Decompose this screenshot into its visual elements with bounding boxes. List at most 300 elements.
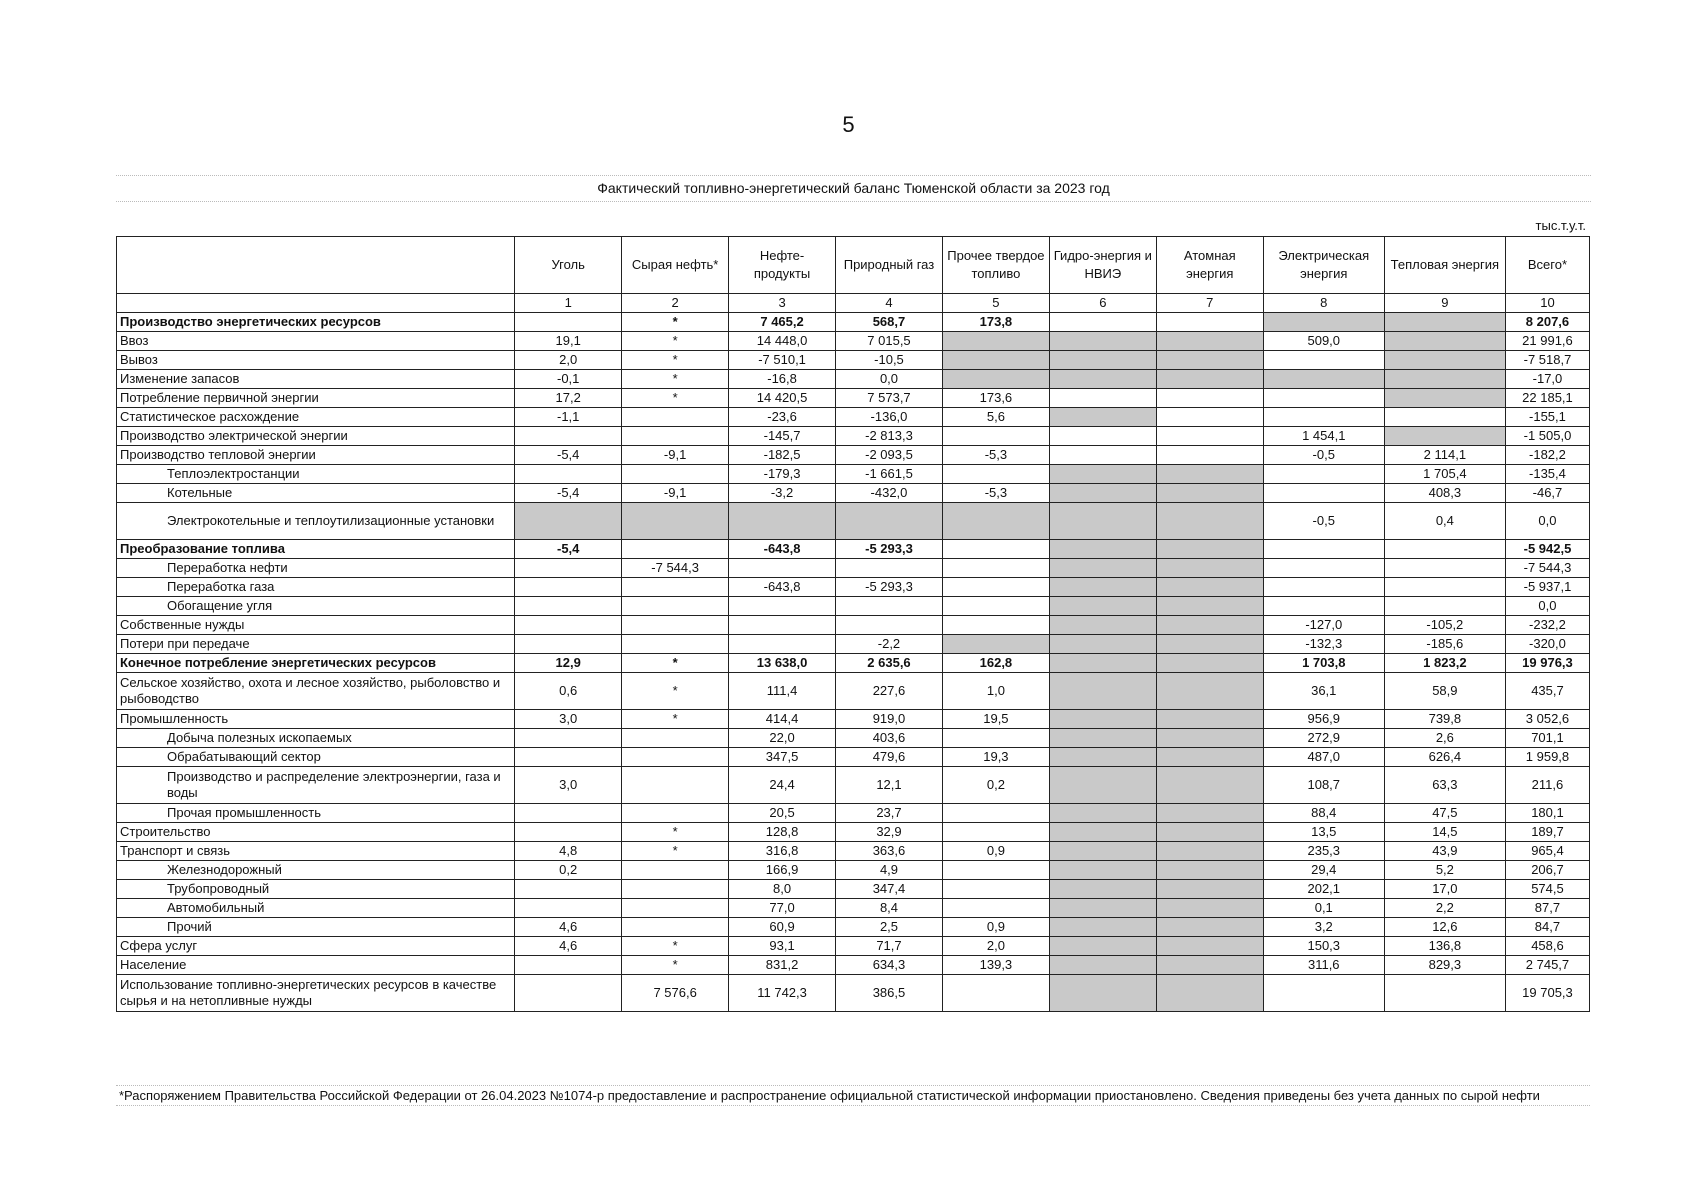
value-cell: 7 576,6 [622,975,729,1012]
table-row [117,351,1590,370]
value-cell: -0,5 [1263,503,1384,540]
value-cell [1384,370,1505,389]
row-label: Прочая промышленность [117,804,515,823]
value-cell: 1 705,4 [1384,465,1505,484]
value-cell: 0,2 [942,767,1049,804]
value-cell: 162,8 [942,654,1049,673]
value-cell: 22 185,1 [1505,389,1589,408]
row-label: Строительство [117,823,515,842]
value-cell: 5,6 [942,408,1049,427]
value-cell: -145,7 [729,427,836,446]
value-cell [1384,313,1505,332]
value-cell: 19,3 [942,748,1049,767]
row-label: Переработка газа [117,578,515,597]
value-cell [1156,937,1263,956]
value-cell [942,635,1049,654]
column-number-cell: 9 [1384,294,1505,313]
value-cell [515,899,622,918]
value-cell: 316,8 [729,842,836,861]
value-cell [942,861,1049,880]
value-cell [1156,578,1263,597]
value-cell: 47,5 [1384,804,1505,823]
value-cell [1156,446,1263,465]
table-row [117,332,1590,351]
value-cell [622,767,729,804]
value-cell: 0,0 [1505,503,1589,540]
value-cell: * [622,937,729,956]
value-cell: -7 518,7 [1505,351,1589,370]
table-row [117,427,1590,446]
value-cell: 136,8 [1384,937,1505,956]
column-number-cell: 4 [836,294,943,313]
value-cell [1156,767,1263,804]
value-cell [942,597,1049,616]
value-cell: -132,3 [1263,635,1384,654]
value-cell [836,503,943,540]
header-cell: Сырая нефть* [622,237,729,294]
table-row [117,861,1590,880]
value-cell: -9,1 [622,446,729,465]
value-cell [1049,861,1156,880]
value-cell: 3,0 [515,767,622,804]
column-numbers-row [117,294,1590,313]
value-cell [1156,975,1263,1012]
table-row [117,767,1590,804]
value-cell [1384,389,1505,408]
value-cell [1049,748,1156,767]
value-cell: 1 959,8 [1505,748,1589,767]
value-cell [622,880,729,899]
value-cell [942,975,1049,1012]
value-cell: 173,6 [942,389,1049,408]
value-cell [942,332,1049,351]
value-cell [942,503,1049,540]
column-number-cell: 2 [622,294,729,313]
value-cell: 8 207,6 [1505,313,1589,332]
value-cell: 13 638,0 [729,654,836,673]
value-cell: * [622,313,729,332]
value-cell [515,635,622,654]
value-cell: 701,1 [1505,729,1589,748]
units-label: тыс.т.у.т. [1535,218,1586,233]
table-row [117,484,1590,503]
value-cell [836,616,943,635]
value-cell: 84,7 [1505,918,1589,937]
value-cell [1156,465,1263,484]
value-cell: -0,5 [1263,446,1384,465]
value-cell: 347,5 [729,748,836,767]
value-cell: 150,3 [1263,937,1384,956]
row-label: Изменение запасов [117,370,515,389]
value-cell: -1 505,0 [1505,427,1589,446]
value-cell: 19 705,3 [1505,975,1589,1012]
row-label: Обрабатывающий сектор [117,748,515,767]
value-cell: 509,0 [1263,332,1384,351]
footnote: *Распоряжением Правительства Российской Федерации от 26.04.2023 №1074-р предоставление и распространение официальной статистической информации приостановлено. Сведения приведены без учета данных по сырой нефти [116,1085,1590,1106]
header-cell: Природный газ [836,237,943,294]
value-cell [942,823,1049,842]
value-cell [1049,710,1156,729]
table-row [117,975,1590,1012]
value-cell: -2 813,3 [836,427,943,446]
value-cell [1049,975,1156,1012]
row-label: Собственные нужды [117,616,515,635]
row-label: Вывоз [117,351,515,370]
value-cell: 14 420,5 [729,389,836,408]
value-cell [1156,408,1263,427]
header-cell: Нефте-продукты [729,237,836,294]
value-cell: 13,5 [1263,823,1384,842]
value-cell: 739,8 [1384,710,1505,729]
value-cell [942,540,1049,559]
value-cell [1263,389,1384,408]
value-cell: -135,4 [1505,465,1589,484]
row-label: Теплоэлектростанции [117,465,515,484]
value-cell [1049,370,1156,389]
value-cell: 2 745,7 [1505,956,1589,975]
value-cell: 311,6 [1263,956,1384,975]
value-cell [1049,578,1156,597]
value-cell: -5,4 [515,484,622,503]
column-number-cell: 7 [1156,294,1263,313]
value-cell [942,351,1049,370]
value-cell: * [622,842,729,861]
value-cell: 12,9 [515,654,622,673]
value-cell [515,975,622,1012]
table-row [117,899,1590,918]
value-cell: 23,7 [836,804,943,823]
value-cell [1049,503,1156,540]
value-cell [1049,937,1156,956]
value-cell [1049,313,1156,332]
value-cell: -5,4 [515,540,622,559]
table-row [117,729,1590,748]
value-cell: 14,5 [1384,823,1505,842]
value-cell: 0,0 [836,370,943,389]
value-cell: -643,8 [729,578,836,597]
column-headers-row [117,237,1590,294]
column-number-cell: 5 [942,294,1049,313]
value-cell: -5 942,5 [1505,540,1589,559]
value-cell: 71,7 [836,937,943,956]
value-cell [942,427,1049,446]
value-cell [1156,673,1263,710]
value-cell: -127,0 [1263,616,1384,635]
value-cell [1156,710,1263,729]
row-label: Транспорт и связь [117,842,515,861]
value-cell: -155,1 [1505,408,1589,427]
value-cell [729,597,836,616]
value-cell: 20,5 [729,804,836,823]
value-cell: 2,2 [1384,899,1505,918]
value-cell: 77,0 [729,899,836,918]
value-cell [1384,975,1505,1012]
table-row [117,635,1590,654]
value-cell: -179,3 [729,465,836,484]
value-cell: 414,4 [729,710,836,729]
value-cell [1049,804,1156,823]
value-cell [1263,484,1384,503]
value-cell [942,804,1049,823]
value-cell [1049,842,1156,861]
value-cell [1049,729,1156,748]
value-cell: 0,0 [1505,597,1589,616]
value-cell: * [622,389,729,408]
value-cell [622,748,729,767]
page-number: 5 [842,112,855,137]
value-cell [515,880,622,899]
value-cell [1156,956,1263,975]
value-cell: 363,6 [836,842,943,861]
value-cell [1384,597,1505,616]
value-cell: 3 052,6 [1505,710,1589,729]
value-cell: * [622,332,729,351]
table-row [117,597,1590,616]
value-cell [515,559,622,578]
row-label: Использование топливно-энергетических ресурсов в качестве сырья и на нетопливные нужды [117,975,515,1012]
value-cell [1156,654,1263,673]
table-row [117,446,1590,465]
value-cell [622,503,729,540]
value-cell: -9,1 [622,484,729,503]
value-cell: 17,0 [1384,880,1505,899]
value-cell: 386,5 [836,975,943,1012]
table-row [117,389,1590,408]
value-cell [942,559,1049,578]
value-cell: 1 454,1 [1263,427,1384,446]
value-cell [1049,540,1156,559]
value-cell: -3,2 [729,484,836,503]
value-cell [1263,559,1384,578]
value-cell [1263,465,1384,484]
value-cell: -7 510,1 [729,351,836,370]
row-label: Обогащение угля [117,597,515,616]
value-cell [729,635,836,654]
value-cell: -432,0 [836,484,943,503]
value-cell: 166,9 [729,861,836,880]
table-row [117,918,1590,937]
table-row [117,804,1590,823]
value-cell: 919,0 [836,710,943,729]
value-cell [1156,370,1263,389]
value-cell [1384,540,1505,559]
value-cell [622,861,729,880]
value-cell: 1,0 [942,673,1049,710]
value-cell: * [622,370,729,389]
value-cell: 60,9 [729,918,836,937]
row-label: Прочий [117,918,515,937]
value-cell: 93,1 [729,937,836,956]
value-cell: 2,0 [942,937,1049,956]
table-row [117,654,1590,673]
value-cell: 173,8 [942,313,1049,332]
value-cell: -105,2 [1384,616,1505,635]
value-cell [1156,484,1263,503]
value-cell [1156,635,1263,654]
value-cell [622,804,729,823]
value-cell [1049,465,1156,484]
value-cell [1156,427,1263,446]
header-cell: Прочее твердое топливо [942,237,1049,294]
value-cell: 0,2 [515,861,622,880]
value-cell [622,408,729,427]
value-cell: 7 015,5 [836,332,943,351]
value-cell: 180,1 [1505,804,1589,823]
value-cell: 19,1 [515,332,622,351]
value-cell: -1,1 [515,408,622,427]
value-cell: 7 573,7 [836,389,943,408]
table-row [117,823,1590,842]
value-cell [942,370,1049,389]
row-label: Сфера услуг [117,937,515,956]
value-cell [1263,597,1384,616]
value-cell [1156,351,1263,370]
value-cell [1263,370,1384,389]
header-cell: Всего* [1505,237,1589,294]
header-cell: Тепловая энергия [1384,237,1505,294]
value-cell [1049,956,1156,975]
value-cell: 458,6 [1505,937,1589,956]
value-cell: 2,6 [1384,729,1505,748]
value-cell: * [622,956,729,975]
energy-balance-table [116,236,1590,1012]
value-cell: * [622,823,729,842]
value-cell [1049,635,1156,654]
value-cell: 347,4 [836,880,943,899]
value-cell: -320,0 [1505,635,1589,654]
value-cell: -46,7 [1505,484,1589,503]
table-header [117,237,1590,313]
table-row [117,880,1590,899]
table-body [117,313,1590,1012]
value-cell [942,616,1049,635]
table-row [117,503,1590,540]
value-cell [1049,389,1156,408]
value-cell [515,804,622,823]
value-cell: 435,7 [1505,673,1589,710]
value-cell: 22,0 [729,729,836,748]
table-row [117,465,1590,484]
value-cell [1049,446,1156,465]
value-cell [515,956,622,975]
row-label: Сельское хозяйство, охота и лесное хозяйство, рыболовство и рыбоводство [117,673,515,710]
value-cell: -182,5 [729,446,836,465]
value-cell: 19 976,3 [1505,654,1589,673]
table-row [117,956,1590,975]
row-label: Автомобильный [117,899,515,918]
value-cell: -5,4 [515,446,622,465]
value-cell [836,597,943,616]
value-cell [1049,918,1156,937]
value-cell [1049,823,1156,842]
value-cell [622,540,729,559]
row-label: Железнодорожный [117,861,515,880]
table-row [117,578,1590,597]
value-cell: 408,3 [1384,484,1505,503]
value-cell: 87,7 [1505,899,1589,918]
value-cell [1156,804,1263,823]
column-number-cell: 3 [729,294,836,313]
value-cell [1156,899,1263,918]
value-cell: 12,1 [836,767,943,804]
value-cell: 36,1 [1263,673,1384,710]
value-cell: 4,8 [515,842,622,861]
table-row [117,616,1590,635]
value-cell: -2,2 [836,635,943,654]
value-cell: 11 742,3 [729,975,836,1012]
value-cell [515,427,622,446]
value-cell: 3,0 [515,710,622,729]
row-label: Переработка нефти [117,559,515,578]
value-cell [729,559,836,578]
value-cell: 21 991,6 [1505,332,1589,351]
value-cell [622,635,729,654]
value-cell: -5,3 [942,446,1049,465]
value-cell: 479,6 [836,748,943,767]
value-cell: 1 703,8 [1263,654,1384,673]
value-cell: 1 823,2 [1384,654,1505,673]
value-cell: -5 293,3 [836,540,943,559]
value-cell: -10,5 [836,351,943,370]
value-cell [1384,559,1505,578]
value-cell [1156,616,1263,635]
value-cell [1156,880,1263,899]
value-cell: -643,8 [729,540,836,559]
table-row [117,673,1590,710]
value-cell [1156,729,1263,748]
row-label: Ввоз [117,332,515,351]
row-label: Производство тепловой энергии [117,446,515,465]
value-cell [515,503,622,540]
value-cell [1263,975,1384,1012]
value-cell: * [622,710,729,729]
value-cell: -1 661,5 [836,465,943,484]
value-cell: -17,0 [1505,370,1589,389]
value-cell [515,823,622,842]
value-cell: 235,3 [1263,842,1384,861]
value-cell [1049,767,1156,804]
value-cell: 831,2 [729,956,836,975]
value-cell: 2,0 [515,351,622,370]
value-cell: 3,2 [1263,918,1384,937]
value-cell: -16,8 [729,370,836,389]
header-cell: Атомная энергия [1156,237,1263,294]
value-cell [622,597,729,616]
value-cell: -136,0 [836,408,943,427]
value-cell: 8,4 [836,899,943,918]
value-cell: 8,0 [729,880,836,899]
header-cell: Электрическая энергия [1263,237,1384,294]
row-label: Добыча полезных ископаемых [117,729,515,748]
value-cell: 206,7 [1505,861,1589,880]
value-cell [1156,503,1263,540]
value-cell [1384,408,1505,427]
row-label: Потери при передаче [117,635,515,654]
value-cell: * [622,673,729,710]
table-row [117,313,1590,332]
value-cell: 88,4 [1263,804,1384,823]
value-cell: 487,0 [1263,748,1384,767]
value-cell: -182,2 [1505,446,1589,465]
value-cell: 965,4 [1505,842,1589,861]
row-label: Население [117,956,515,975]
table-row [117,408,1590,427]
value-cell: 139,3 [942,956,1049,975]
value-cell: -5,3 [942,484,1049,503]
column-number-cell: 8 [1263,294,1384,313]
value-cell: 0,1 [1263,899,1384,918]
value-cell: 202,1 [1263,880,1384,899]
